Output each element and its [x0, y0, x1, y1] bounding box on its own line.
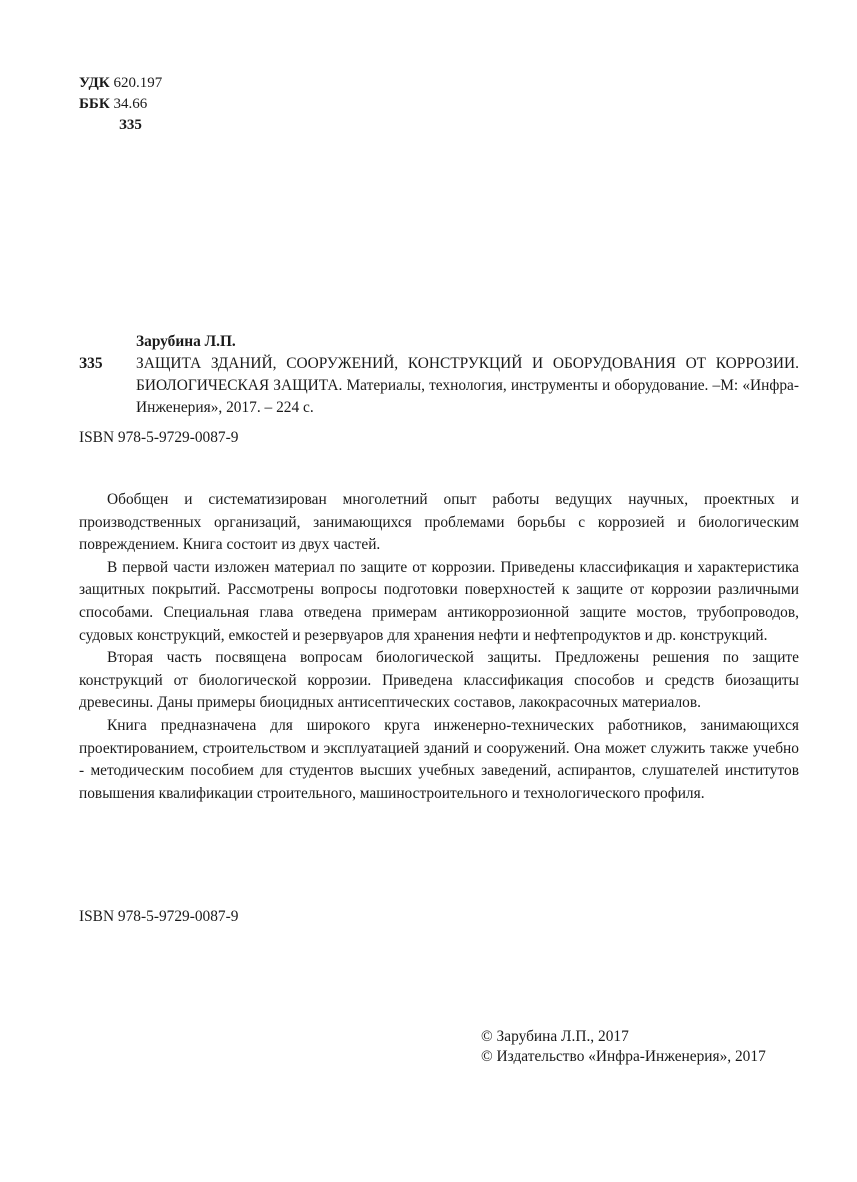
book-author: Зарубина Л.П. [136, 333, 236, 350]
abstract-paragraph: Вторая часть посвящена вопросам биологической защиты. Предложены решения по защите конструкций от биологической коррозии. Приведена классификация способов и средств биозащиты древесины. Даны примеры биоцидных антисептических составов, лакокрасочных материалов. [79, 649, 799, 712]
abstract-paragraph: Книга предназначена для широкого круга инженерно-технических работников, занимающихся проектированием, строительством и эксплуатацией зданий и сооружений. Она может служить также учебно - методическим пособием для студентов высших учебных заведений, аспирантов, слушателей институтов повышения квалификации строительного, машиностроительного и технологического профиля. [79, 716, 799, 802]
isbn-top: ISBN 978-5-9729-0087-9 [79, 429, 239, 446]
copyright-author: © Зарубина Л.П., 2017 [481, 1028, 629, 1045]
bbk-label: ББК [79, 96, 110, 112]
abstract [79, 489, 799, 805]
abstract-paragraph: Обобщен и систематизирован многолетний опыт работы ведущих научных, проектных и производственных организаций, занимающихся проблемами борьбы с коррозией и биологическим повреждением. Книга состоит из двух частей. [79, 491, 799, 554]
classification-codes [79, 73, 162, 136]
abstract-paragraph: В первой части изложен материал по защите от коррозии. Приведены классификация и характеристика защитных покрытий. Рассмотрены вопросы подготовки поверхностей к защите от коррозии различными способами. Специальная глава отведена примерам антикоррозионной защите мостов, трубопроводов, судовых конструкций, емкостей и резервуаров для хранения нефти и нефтепродуктов и др. конструкций. [79, 558, 799, 644]
bbk-line [79, 94, 162, 115]
udk-label: УДК [79, 75, 110, 91]
bbk-value: 34.66 [113, 96, 148, 112]
bibliographic-record [79, 331, 799, 419]
author-mark: З35 [79, 355, 103, 372]
udk-value: 620.197 [113, 75, 163, 91]
copyright-block [481, 1027, 766, 1067]
isbn-bottom: ISBN 978-5-9729-0087-9 [79, 908, 239, 925]
author-mark-top: З35 [119, 117, 142, 133]
udk-line [79, 73, 162, 94]
copyright-publisher: © Издательство «Инфра-Инженерия», 2017 [481, 1048, 766, 1065]
book-description: ЗАЩИТА ЗДАНИЙ, СООРУЖЕНИЙ, КОНСТРУКЦИЙ И ОБОРУДОВАНИЯ ОТ КОРРОЗИИ. БИОЛОГИЧЕСКАЯ ЗАЩИТА. Материалы, технология, инструменты и оборудование. –М: «Инфра-Инженерия», 2017. – 224 с. [136, 355, 799, 416]
